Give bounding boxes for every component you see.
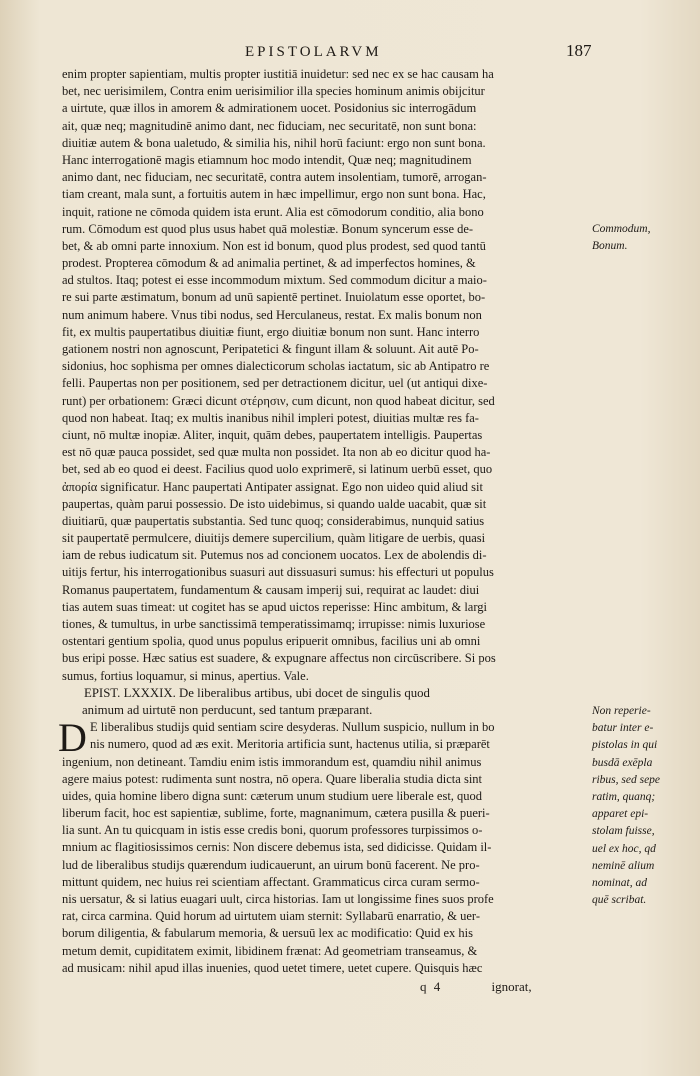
margin-note-line: apparet epi- xyxy=(592,808,649,821)
signature-mark: q 4 xyxy=(420,978,443,994)
text-line: mnium ac flagitiosissimos cernis: Non discere debemus ista, sed didicisse. Quidam il- xyxy=(62,840,492,855)
text-line: bus eripi posse. Hæc satius est suadere, & expugnare affectus non circūscribere. Si pos xyxy=(62,651,496,666)
text-line: diuitiarū, quæ paupertatis substantia. Sed tunc quoq; considerabimus, nunquid satius xyxy=(62,513,485,528)
running-header: EPISTOLARVM xyxy=(245,44,382,60)
margin-note-commodum xyxy=(592,221,650,255)
margin-note-line: uel ex hoc, qd xyxy=(592,842,656,855)
text-line: num animum habere. Vnus tibi nodus, sed Herculaneus, restat. Ex malis bonum non xyxy=(62,307,482,322)
text-line: bet, nec uerisimilem, Contra enim uerisimilior illa species hominum animis obijcitur xyxy=(62,84,485,99)
text-line: inquit, ratione ne cōmoda quidem ista erunt. Alia est cōmodorum conditio, alia bono xyxy=(62,204,484,219)
margin-note-line: nominat, ad xyxy=(592,877,647,890)
margin-note-line: stolam fuisse, xyxy=(592,825,655,838)
text-line: tiam creant, mala sunt, a fortuitis autem in hæc impellimur, ergo non sunt bona. Hac, xyxy=(62,187,486,202)
margin-note-line: ratim, quanq; xyxy=(592,791,656,804)
text-line: bet, & ab omni parte innoxium. Non est id bonum, quod plus prodest, sed quod tantū xyxy=(62,238,486,253)
margin-note-line: Commodum, xyxy=(592,223,651,235)
text-line: ostentari gentium spolia, quod unus populus eripuerit omnibus, facilius uni ab omni xyxy=(62,634,481,649)
text-line: liberum facit, hoc est sapientiæ, sublime, forte, magnanimum, cætera pusilla & pueri- xyxy=(62,806,490,821)
text-line: ingenium, non detineant. Tamdiu enim istis immorandum est, quamdiu nihil animus xyxy=(62,754,482,769)
epistle-heading xyxy=(62,685,592,719)
page-number: 187 xyxy=(566,41,592,60)
text-line: felli. Paupertas non per positionem, sed per detractionem dicitur, uel (ut antiqui dixe- xyxy=(62,376,488,391)
catchword: ignorat, xyxy=(491,978,532,994)
text-block-2 xyxy=(62,719,592,977)
text-line: uitijs fertur, his interrogationibus suasuri aut dissuasuri sumus: his effecturi ut populus xyxy=(62,565,494,580)
text-line: rat, circa carmina. Quid horum ad uirtutem uiam sternit: Syllabarū enarratio, & uer- xyxy=(62,909,481,924)
text-line: Hanc interrogationē magis etiamnum hoc modo intendit, Quæ neq; magnitudinem xyxy=(62,152,472,167)
text-line: tias autem suas timeat: ut cogitet has se apud uictos reperisse: Hinc ambitum, & largi xyxy=(62,599,488,614)
text-line: ἀπορία significatur. Hanc paupertati Antipater assignat. Ego non uideo quid aliud sit xyxy=(62,479,483,494)
text-line: est nō quæ pauca possidet, sed quæ multa non possidet. Ita non ab eo dicitur quod ha- xyxy=(62,445,491,460)
margin-note-line: ribus, sed sepe xyxy=(592,773,661,786)
text-line: ciunt, nō multæ inopiæ. Aliter, inquit, quām debes, paupertatem intelligis. Paupertas xyxy=(62,427,483,442)
text-line: mittunt quidem, nec huius rei scientiam affectant. Grammaticus circa curam sermo- xyxy=(62,874,480,889)
text-line: lud de liberalibus studijs quærendum iudicauerunt, an uirum bonū facerent. Ne pro- xyxy=(62,857,480,872)
margin-note-line: Bonum. xyxy=(592,240,628,253)
text-line: E liberalibus studijs quid sentiam scire desyderas. Nullum suspicio, nullum in bo xyxy=(90,720,495,735)
text-block-1 xyxy=(62,66,592,685)
text-line: nis uersatur, & si latius euagari uult, circa historias. Iam ut longissime fines suos profe xyxy=(62,892,494,906)
text-line: ad musicam: nihil apud illas inuenies, quod uetet timere, uetet cupere. Quisquis hæc xyxy=(62,960,483,975)
text-line: quod non habeat. Itaq; ex multis inanibus nihil impleri potest, diuitias multæ res fa- xyxy=(62,410,479,425)
margin-note-line: busdā exēpla xyxy=(592,756,653,769)
text-line: tiones, & tumultus, in urbe sanctissimā temperatissimamq; irrupisse: nimis luxuriose xyxy=(62,617,486,631)
text-line: runt) per orbationem: Græci dicunt στέρησιν, cum dicunt, non quod habeat dicitur, sed xyxy=(62,393,495,408)
margin-note-line: batur inter e- xyxy=(592,722,654,735)
text-line: lia sunt. An tu quicquam in istis esse credis boni, quorum professores turpissimos o- xyxy=(62,823,483,838)
heading-line: EPIST. LXXXIX. De liberalibus artibus, ubi docet de singulis quod xyxy=(84,685,430,700)
text-line: enim propter sapientiam, multis propter iustitiā inuidetur: sed nec ex se hac causam ha xyxy=(62,67,494,81)
text-line: re sui parte æstimatum, bonum ad unū sapientē pertinet. Inuiolatum esse oportet, bo- xyxy=(62,290,486,305)
text-line: sumus, fortius loquamur, si minus, apertius. Vale. xyxy=(62,668,309,683)
body-text xyxy=(58,66,592,997)
text-line: ad stultos. Itaq; potest ei esse incommodum mixtum. Sed commodum dicitur a maio- xyxy=(62,273,487,288)
text-line: gationem nostri non agnoscunt, Peripatetici & fingunt illam & soluunt. Ait autē Po- xyxy=(62,342,479,356)
text-line: fit, ex multis paupertatibus diuitiæ fiunt, ergo diuitiæ bonum non sunt. Hanc interro xyxy=(62,324,480,339)
margin-note-line: neminē alium xyxy=(592,859,655,872)
heading-line: animum ad uirtutē non perducunt, sed tantum præparant. xyxy=(82,702,373,717)
text-line: iam de rebus iudicatum sit. Putemus nos ad concionem uocatos. Lex de abolendis di- xyxy=(62,548,487,563)
text-line: ait, quæ neq; magnitudinē animo dant, nec fiduciam, nec securitatē, non sunt bona: xyxy=(62,118,477,133)
text-line: Romanus paupertatem, fundamentum & causam imperij sui, requirat ac laudet: diui xyxy=(62,582,480,597)
text-line: rum. Cōmodum est quod plus usus habet quā molestiæ. Bonum syncerum esse de- xyxy=(62,221,474,236)
text-line: borum diligentia, & fabularum memoria, & uersuū lex ac modificatio: Quid ex his xyxy=(62,926,474,941)
margin-note-non-reperiebatur xyxy=(592,703,660,909)
text-line: agere maius potest: rudimenta sunt nostra, nō opera. Quare liberalia studia dicta sint xyxy=(62,771,483,786)
signature-line xyxy=(62,977,592,997)
text-line: bet, sed ab eo quod ei deest. Facilius quod uolo exprimerē, si latinum uerbū esset, quo xyxy=(62,462,493,477)
text-line: diuitiæ autem & bona ualetudo, & similia his, nihil horū faciunt: ergo non sunt bona. xyxy=(62,135,486,150)
text-line: sidonius, hoc sophisma per omnes dialecticorum scholas iactatum, sic ab Antipatro re xyxy=(62,359,490,374)
margin-note-line: pistolas in qui xyxy=(592,739,658,752)
text-line: nis numero, quod ad æs exit. Meritoria artificia sunt, hactenus utilia, si præparēt xyxy=(90,737,490,752)
text-line: sit paupertatē permulcere, diuitijs demere supercilium, quàm litigare de uerbis, quasi xyxy=(62,531,486,546)
text-line: prodest. Propterea cōmodum & ad animalia pertinet, & ad imperfectos homines, & xyxy=(62,256,476,271)
text-line: animo dant, nec fiduciam, nec securitatē, contra autem insolentiam, tumorē, arrogan- xyxy=(62,170,487,185)
drop-cap: D xyxy=(58,715,87,761)
text-line: metum demit, cupiditatem eximit, libidinem frænat: Ad geometriam transeamus, & xyxy=(62,943,478,958)
margin-note-line: quē scribat. xyxy=(592,894,647,907)
text-line: uides, quia homine libero digna sunt: cæterum unum studium uere liberale est, quod xyxy=(62,788,483,803)
text-block-2-wrap xyxy=(58,715,592,977)
margin-note-line: Non reperie- xyxy=(592,705,651,717)
text-line: a uirtute, quæ illos in amorem & admirationem uocet. Posidonius sic interrogādum xyxy=(62,101,477,116)
text-line: paupertas, quàm parui possessio. De isto uidebimus, si quando ualde uacabit, quæ sit xyxy=(62,496,487,511)
